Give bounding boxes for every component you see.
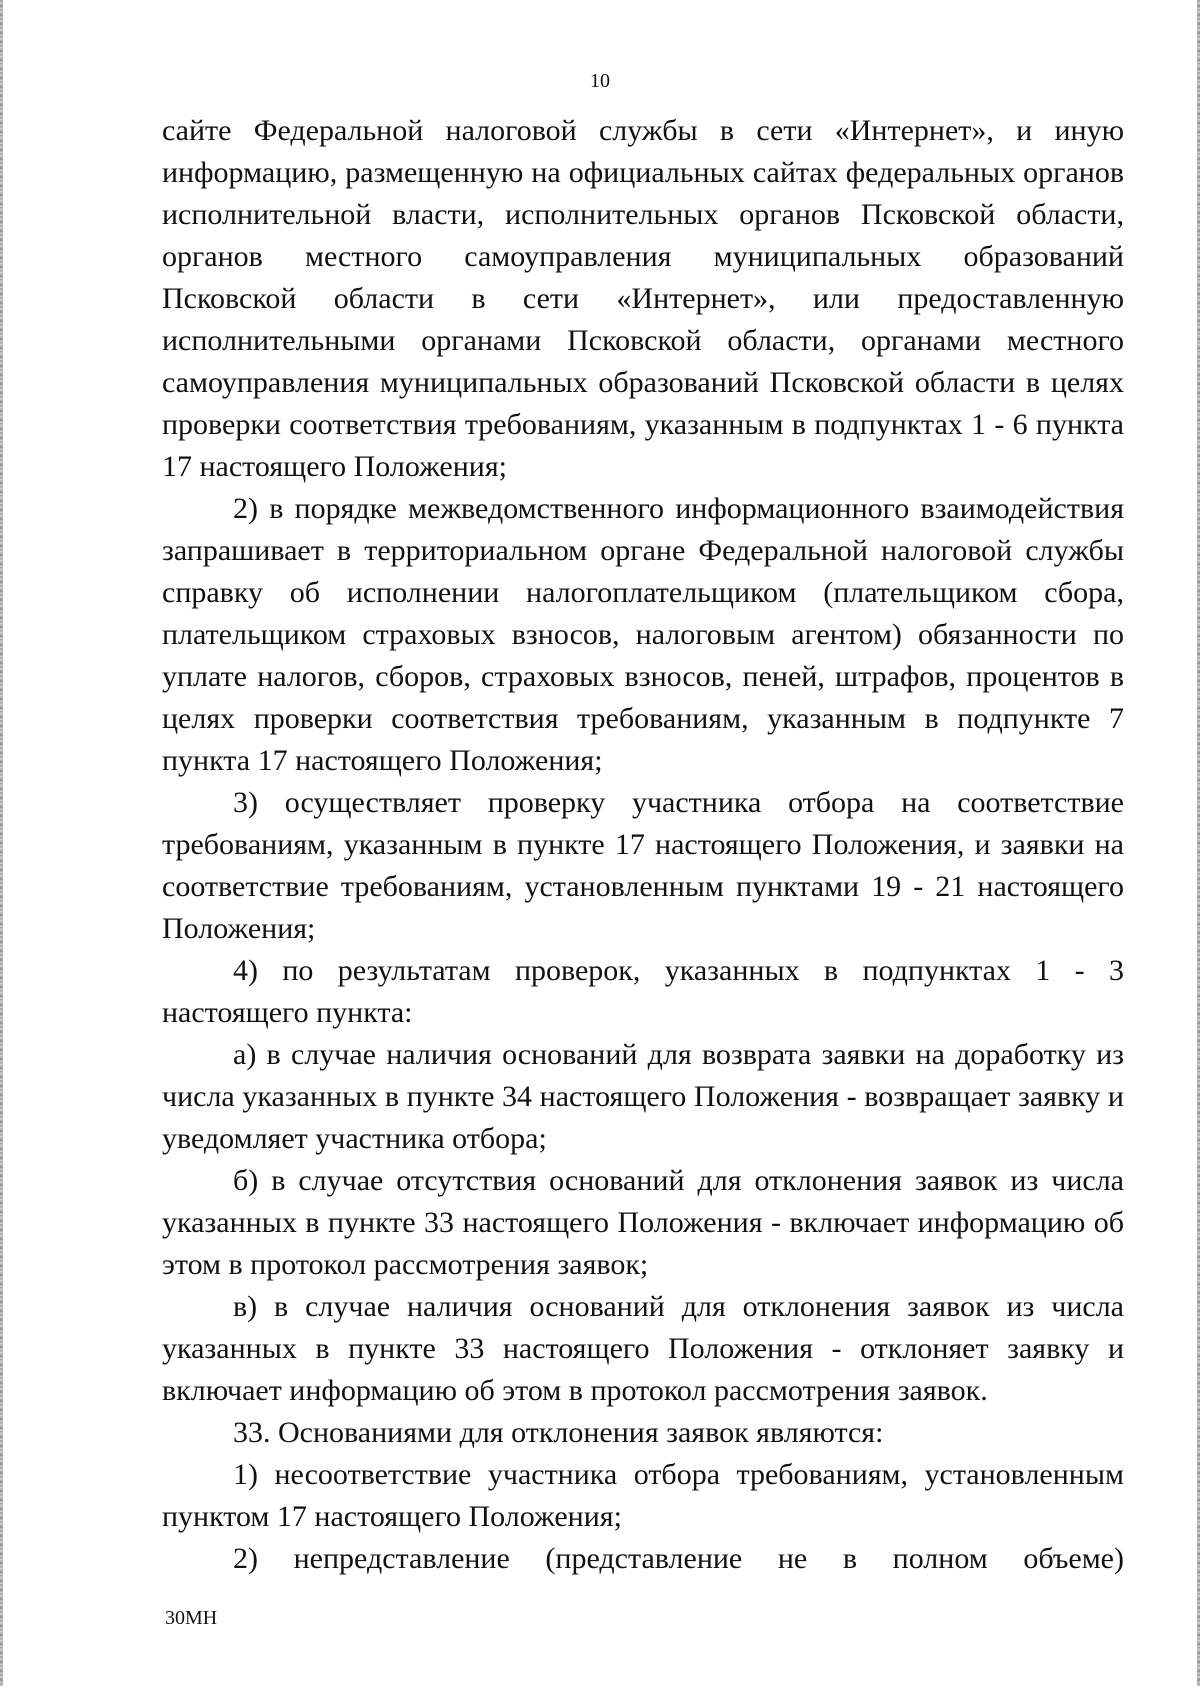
paragraph-clause-33-item-1: 1) несоответствие участника отбора требованиям, установленным пунктом 17 настоящего Положения; bbox=[162, 1458, 1124, 1533]
paragraph-clause-33: 33. Основаниями для отклонения заявок являются: bbox=[233, 1416, 884, 1449]
scan-edge-left bbox=[0, 0, 3, 1686]
footer-document-code: 30МН bbox=[165, 1607, 218, 1629]
paragraph-subitem-v: в) в случае наличия оснований для отклонения заявок из числа указанных в пункте 33 настоящего Положения - отклоняет заявку и включает информацию об этом в протокол рассмотрения заявок. bbox=[162, 1290, 1124, 1407]
paragraph-continuation: сайте Федеральной налоговой службы в сети «Интернет», и иную информацию, размещенную на официальных сайтах федеральных органов исполнительной власти, исполнительных органов Псковской области, органов местного самоуправления муниципальных образований Псковской области в сети «Интернет», или предоставленную исполнительными органами Псковской области, органами местного самоуправления муниципальных образований Псковской области в целях проверки соответствия требованиям, указанным в подпунктах 1 - 6 пункта 17 настоящего Положения; bbox=[162, 114, 1124, 483]
paragraph-item-3: 3) осуществляет проверку участника отбора на соответствие требованиям, указанным в пункте 17 настоящего Положения, и заявки на соответствие требованиям, установленным пунктами 19 - 21 настоящего Положения; bbox=[162, 786, 1124, 945]
document-body bbox=[162, 110, 1124, 1580]
paragraph-subitem-a: а) в случае наличия оснований для возврата заявки на доработку из числа указанных в пункте 34 настоящего Положения - возвращает заявку и уведомляет участника отбора; bbox=[162, 1038, 1124, 1155]
paragraph-clause-33-item-2: 2) непредставление (представление не в полном объеме) bbox=[233, 1542, 1124, 1575]
paragraph-item-4: 4) по результатам проверок, указанных в подпунктах 1 - 3 настоящего пункта: bbox=[162, 954, 1124, 1029]
paragraph-subitem-b: б) в случае отсутствия оснований для отклонения заявок из числа указанных в пункте 33 настоящего Положения - включает информацию об этом в протокол рассмотрения заявок; bbox=[162, 1164, 1124, 1281]
paragraph-item-2: 2) в порядке межведомственного информационного взаимодействия запрашивает в территориальном органе Федеральной налоговой службы справку об исполнении налогоплательщиком (плательщиком сбора, плательщиком страховых взносов, налоговым агентом) обязанности по уплате налогов, сборов, страховых взносов, пеней, штрафов, процентов в целях проверки соответствия требованиям, указанным в подпункте 7 пункта 17 настоящего Положения; bbox=[162, 492, 1124, 777]
page-number: 10 bbox=[590, 70, 610, 92]
